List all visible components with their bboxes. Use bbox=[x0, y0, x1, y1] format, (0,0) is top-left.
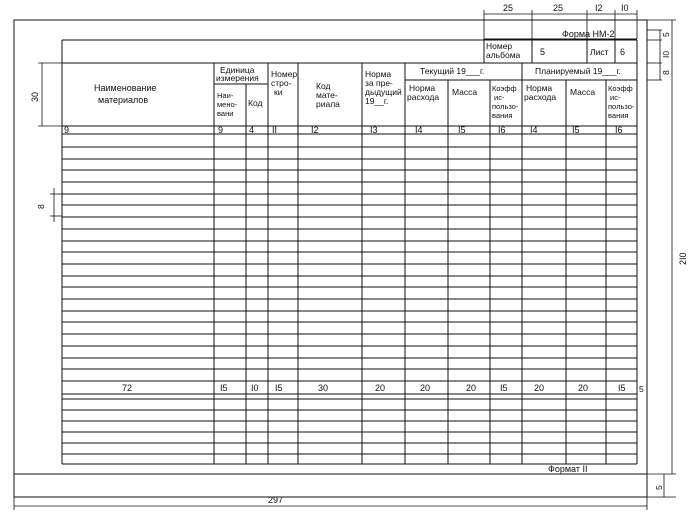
current-mass-label: Масса bbox=[452, 87, 478, 97]
dim-bottom-297: 297 bbox=[268, 495, 284, 505]
prev-norm-line3: дыдущий bbox=[365, 87, 402, 97]
dim-right-5: 5 bbox=[661, 32, 671, 37]
planned-norm-line1: Норма bbox=[526, 83, 553, 93]
width-cell-11: 20 bbox=[578, 383, 589, 393]
width-cell-1: 72 bbox=[122, 383, 133, 393]
width-cell-12: I5 bbox=[618, 383, 626, 393]
current-coef-line3: пользо- bbox=[492, 102, 519, 111]
current-coef-line1: Коэфф bbox=[492, 84, 517, 93]
col-name-line2: материалов bbox=[98, 95, 149, 105]
code-cell-2: 9 bbox=[218, 125, 224, 135]
current-norm-line1: Норма bbox=[409, 83, 436, 93]
planned-norm-line2: расхода bbox=[524, 92, 557, 102]
dim-top-4: I0 bbox=[621, 3, 629, 13]
unit-code-label: Код bbox=[248, 98, 263, 108]
dim-top-1: 25 bbox=[503, 3, 514, 13]
width-cell-7: 20 bbox=[420, 383, 431, 393]
line-no-line1: Номер bbox=[271, 69, 298, 79]
planned-group-label: Планируемый 19___г. bbox=[535, 66, 621, 76]
code-cell-4: II bbox=[272, 125, 278, 135]
planned-coef-line2: ис- bbox=[610, 93, 621, 102]
unit-name-line3: вани bbox=[217, 109, 234, 118]
dim-bottom-5: 5 bbox=[654, 485, 664, 490]
material-code-line3: риала bbox=[316, 99, 340, 109]
dim-right-8: 8 bbox=[661, 70, 671, 75]
code-cell-8: I5 bbox=[458, 125, 466, 135]
planned-mass-label: Масса bbox=[570, 87, 596, 97]
code-cell-1: 9 bbox=[64, 125, 70, 135]
album-label-line1: Номер bbox=[486, 41, 513, 51]
unit-group-line2: измерения bbox=[216, 73, 259, 83]
unit-name-line2: мено- bbox=[217, 100, 238, 109]
width-cell-9: I5 bbox=[500, 383, 508, 393]
dim-left-30: 30 bbox=[30, 91, 40, 102]
album-label-line2: альбома bbox=[486, 50, 521, 60]
code-cell-10: I4 bbox=[530, 125, 538, 135]
code-cell-7: I4 bbox=[415, 125, 423, 135]
current-group-label: Текущий 19___г. bbox=[420, 66, 485, 76]
width-cell-3: I0 bbox=[251, 383, 259, 393]
planned-coef-line3: пользо- bbox=[608, 102, 635, 111]
form-label: Форма НМ-2 bbox=[562, 29, 615, 39]
width-cell-6: 20 bbox=[375, 383, 386, 393]
sheet-label: Лист bbox=[590, 47, 609, 57]
width-row bbox=[122, 383, 626, 393]
dim-left-8: 8 bbox=[36, 204, 46, 209]
unit-name-line1: Наи- bbox=[217, 91, 234, 100]
dim-row-5: 5 bbox=[639, 384, 644, 394]
sheet-value: 6 bbox=[620, 47, 626, 57]
dim-right-210: 2I0 bbox=[678, 252, 688, 265]
width-cell-4: I5 bbox=[275, 383, 283, 393]
material-code-line1: Код bbox=[316, 81, 331, 91]
material-code-line2: мате- bbox=[316, 90, 338, 100]
code-cell-11: I5 bbox=[572, 125, 580, 135]
planned-coef-line1: Коэфф bbox=[608, 84, 633, 93]
prev-norm-line4: 19__г. bbox=[365, 96, 389, 106]
width-cell-8: 20 bbox=[466, 383, 477, 393]
line-no-line2: стро- bbox=[271, 78, 292, 88]
col-name-line1: Наименование bbox=[94, 83, 157, 93]
dim-top-2: 25 bbox=[553, 3, 564, 13]
code-cell-3: 4 bbox=[249, 125, 255, 135]
code-cell-9: I6 bbox=[498, 125, 506, 135]
width-cell-5: 30 bbox=[318, 383, 329, 393]
code-cell-6: I3 bbox=[370, 125, 378, 135]
table-grid bbox=[62, 40, 637, 464]
width-cell-10: 20 bbox=[534, 383, 545, 393]
dim-top-3: I2 bbox=[595, 3, 603, 13]
code-cell-12: I6 bbox=[615, 125, 623, 135]
format-label: Формат II bbox=[548, 464, 588, 474]
unit-group-line1: Единица bbox=[220, 65, 255, 75]
prev-norm-line2: за пре- bbox=[365, 78, 393, 88]
line-no-line3: ки bbox=[274, 87, 283, 97]
planned-coef-line4: вания bbox=[608, 111, 629, 120]
dim-right-10: I0 bbox=[661, 50, 671, 58]
width-cell-2: I5 bbox=[220, 383, 228, 393]
current-coef-line2: ис- bbox=[494, 93, 505, 102]
code-cell-5: I2 bbox=[311, 125, 319, 135]
current-coef-line4: вания bbox=[492, 111, 513, 120]
prev-norm-line1: Норма bbox=[365, 69, 392, 79]
album-value: 5 bbox=[540, 47, 546, 57]
current-norm-line2: расхода bbox=[407, 92, 440, 102]
